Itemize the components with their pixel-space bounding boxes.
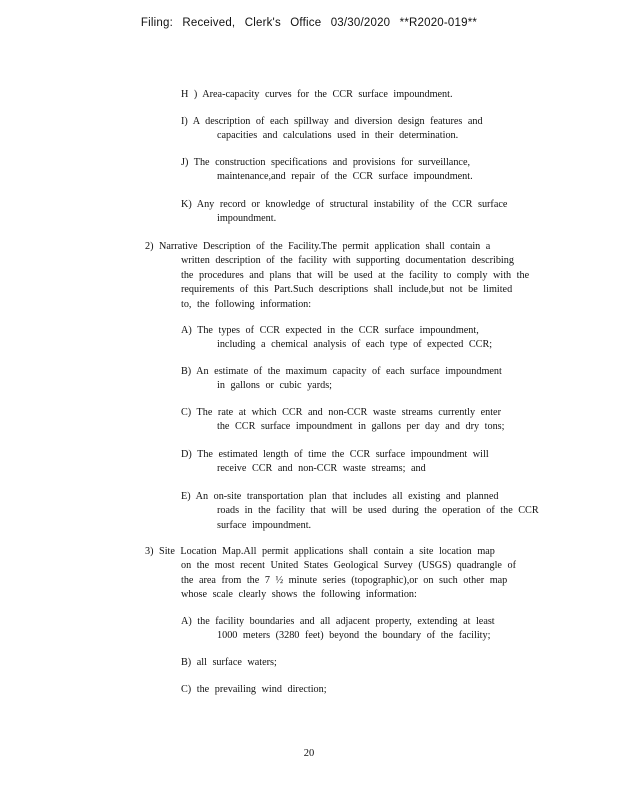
item-2e-line-3: surface impoundment. xyxy=(217,519,312,531)
item-3a-line-1: A) the facility boundaries and all adjacent property, extending at least xyxy=(181,616,495,627)
item-2e-line-2: roads in the facility that will be used during the operation of the CCR xyxy=(217,505,539,517)
item-2c xyxy=(181,406,504,435)
item-2e-line-1: E) An on-site transportation plan that includes all existing and planned xyxy=(181,491,499,502)
item-k-line-1: K) Any record or knowledge of structural instability of the CCR surface xyxy=(181,199,508,210)
section-2-line-1: 2) Narrative Description of the Facility.The permit application shall contain a xyxy=(145,241,491,252)
item-2b xyxy=(181,365,502,394)
section-2-line-3: the procedures and plans that will be used at the facility to comply with the xyxy=(181,269,530,281)
item-k-line-2: impoundment. xyxy=(217,213,277,225)
section-2-line-2: written description of the facility with supporting documentation describing xyxy=(181,255,514,267)
section-2-line-4: requirements of this Part.Such descriptions shall include,but not be limited xyxy=(181,284,513,296)
item-3a xyxy=(181,615,495,644)
item-i-line-1: I) A description of each spillway and diversion design features and xyxy=(181,116,483,127)
item-2b-line-2: in gallons or cubic yards; xyxy=(217,380,332,392)
item-h xyxy=(181,88,453,102)
item-3b xyxy=(181,656,277,670)
item-2a xyxy=(181,324,492,353)
section-3-line-3: the area from the 7 ½ minute series (topographic),or on such other map xyxy=(181,574,508,586)
item-3b-line-1: B) all surface waters; xyxy=(181,657,277,668)
item-i-line-2: capacities and calculations used in their determination. xyxy=(217,130,459,142)
item-2e xyxy=(181,490,539,533)
item-2d-line-1: D) The estimated length of time the CCR surface impoundment will xyxy=(181,449,489,460)
item-2b-line-1: B) An estimate of the maximum capacity of each surface impoundment xyxy=(181,366,502,377)
section-2-narrative xyxy=(145,240,529,312)
item-h-line-1: H ) Area-capacity curves for the CCR surface impoundment. xyxy=(181,89,453,100)
section-2-line-5: to, the following information: xyxy=(181,298,312,310)
item-3c-line-1: C) the prevailing wind direction; xyxy=(181,684,327,695)
item-i xyxy=(181,115,483,144)
item-j-line-2: maintenance,and repair of the CCR surface impoundment. xyxy=(217,171,473,183)
item-3c xyxy=(181,683,327,697)
section-3-line-4: whose scale clearly shows the following information: xyxy=(181,589,417,601)
item-2d-line-2: receive CCR and non-CCR waste streams; and xyxy=(217,463,426,475)
item-2c-line-1: C) The rate at which CCR and non-CCR waste streams currently enter xyxy=(181,407,501,418)
section-3-site-location-map xyxy=(145,545,516,603)
filing-header: Filing: Received, Clerk's Office 03/30/2020 **R2020-019** xyxy=(140,17,478,29)
item-2c-line-2: the CCR surface impoundment in gallons per day and dry tons; xyxy=(217,421,505,433)
item-j xyxy=(181,156,473,185)
section-3-line-1: 3) Site Location Map.All permit applications shall contain a site location map xyxy=(145,546,495,557)
page-number: 20 xyxy=(303,748,315,759)
item-k xyxy=(181,198,507,227)
item-3a-line-2: 1000 meters (3280 feet) beyond the boundary of the facility; xyxy=(217,630,491,642)
item-2a-line-1: A) The types of CCR expected in the CCR surface impoundment, xyxy=(181,325,479,336)
item-2a-line-2: including a chemical analysis of each type of expected CCR; xyxy=(217,339,493,351)
section-3-line-2: on the most recent United States Geological Survey (USGS) quadrangle of xyxy=(181,560,516,572)
item-2d xyxy=(181,448,489,477)
item-j-line-1: J) The construction specifications and provisions for surveillance, xyxy=(181,157,471,168)
